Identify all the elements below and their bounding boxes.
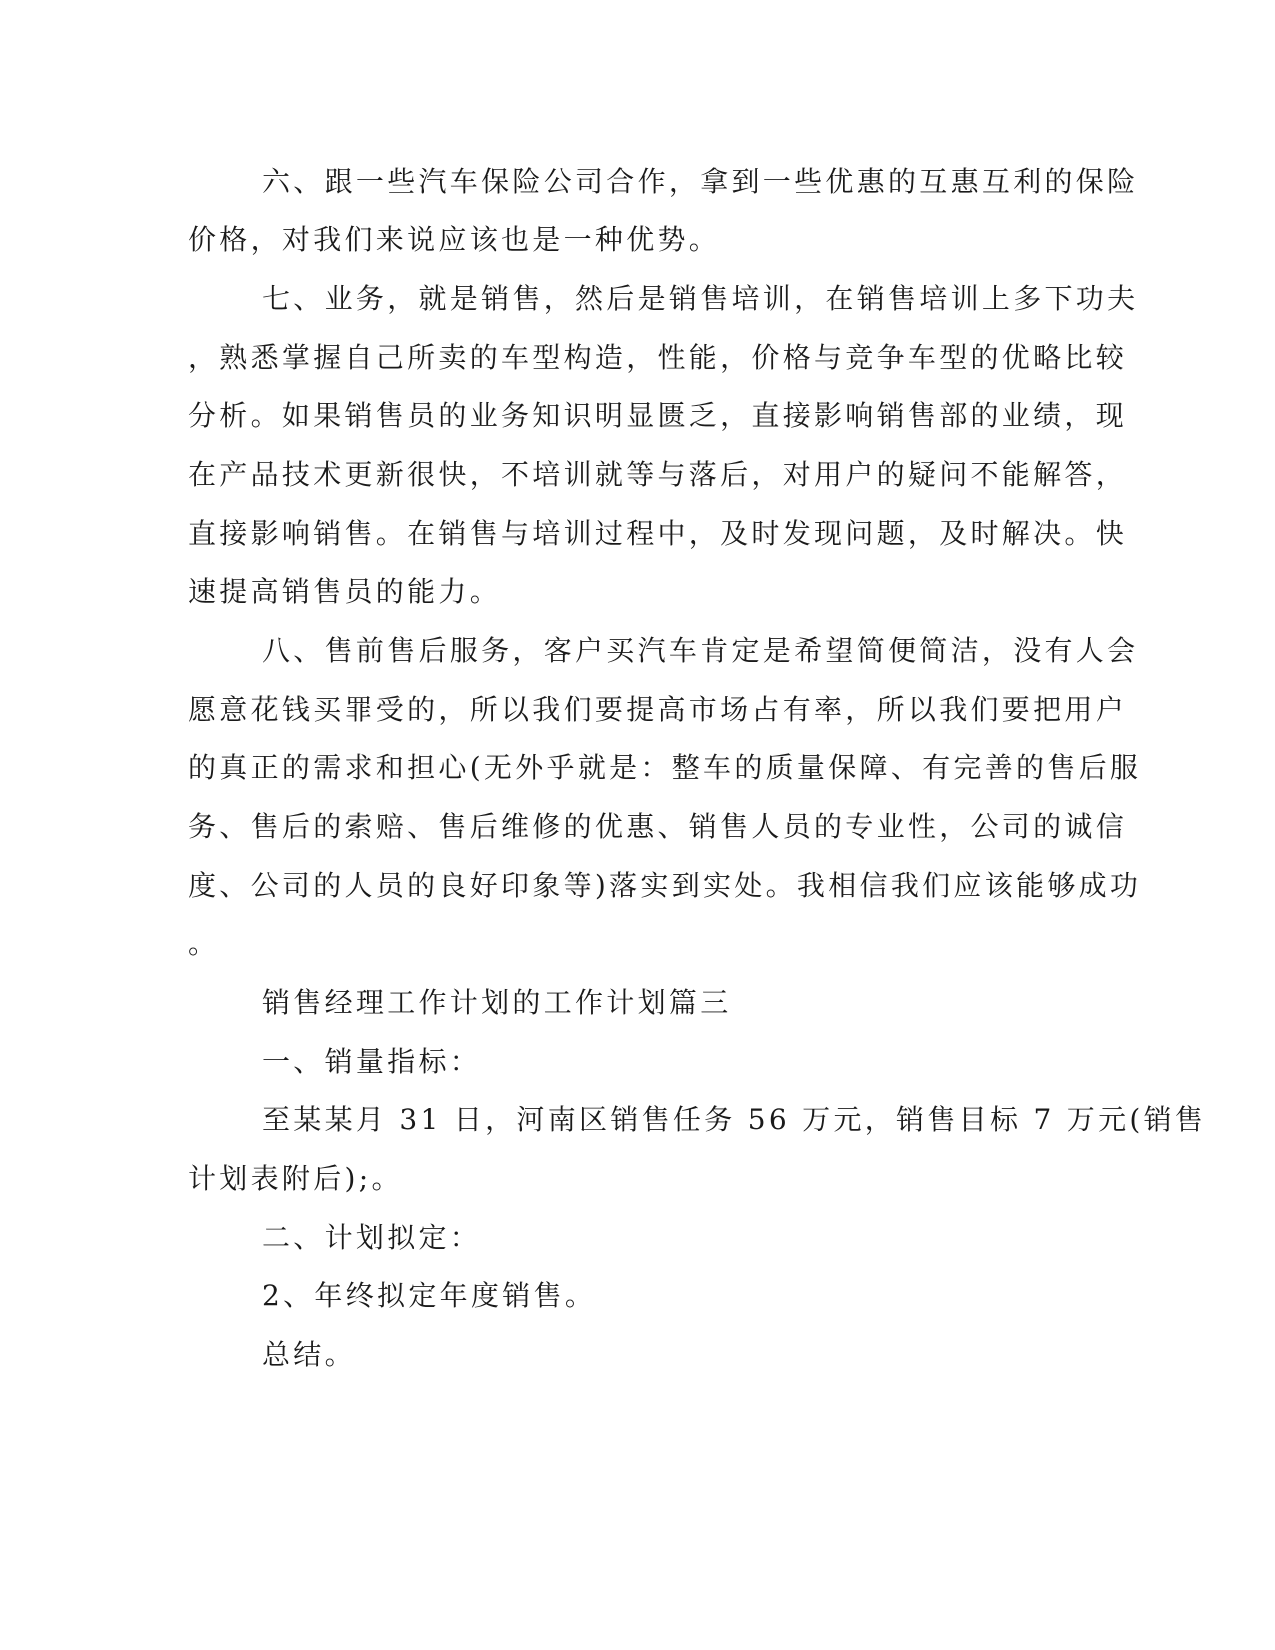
text-line: 2、年终拟定年度销售。 (262, 1279, 597, 1312)
text-line: 。 (188, 927, 220, 960)
text-line: 速提高销售员的能力。 (188, 575, 502, 608)
text-line: 直接影响销售。在销售与培训过程中，及时发现问题，及时解决。快 (188, 517, 1128, 550)
text-line: 七、业务，就是销售，然后是销售培训，在销售培训上多下功夫 (262, 282, 1139, 315)
text-line: 在产品技术更新很快，不培训就等与落后，对用户的疑问不能解答， (188, 458, 1128, 491)
text-line: 八、售前售后服务，客户买汽车肯定是希望简便简洁，没有人会 (262, 634, 1139, 667)
text-line: 至某某月 31 日，河南区销售任务 56 万元，销售目标 7 万元(销售 (262, 1103, 1207, 1136)
text-line: 度、公司的人员的良好印象等)落实到实处。我相信我们应该能够成功 (188, 869, 1142, 902)
text-line: 总结。 (262, 1338, 356, 1371)
text-line: 的真正的需求和担心(无外乎就是：整车的质量保障、有完善的售后服 (188, 751, 1142, 784)
text-line: 务、售后的索赔、售后维修的优惠、销售人员的专业性，公司的诚信 (188, 810, 1128, 843)
text-line: ，熟悉掌握自己所卖的车型构造，性能，价格与竞争车型的优略比较 (188, 341, 1128, 374)
text-line: 愿意花钱买罪受的，所以我们要提高市场占有率，所以我们要把用户 (188, 693, 1128, 726)
section-heading: 销售经理工作计划的工作计划篇三 (262, 986, 732, 1019)
text-line: 二、计划拟定： (262, 1221, 482, 1254)
text-line: 计划表附后);。 (188, 1162, 403, 1195)
text-line: 分析。如果销售员的业务知识明显匮乏，直接影响销售部的业绩，现 (188, 399, 1128, 432)
text-line: 价格，对我们来说应该也是一种优势。 (188, 223, 721, 256)
text-line: 六、跟一些汽车保险公司合作，拿到一些优惠的互惠互利的保险 (262, 165, 1139, 198)
text-line: 一、销量指标： (262, 1045, 482, 1078)
